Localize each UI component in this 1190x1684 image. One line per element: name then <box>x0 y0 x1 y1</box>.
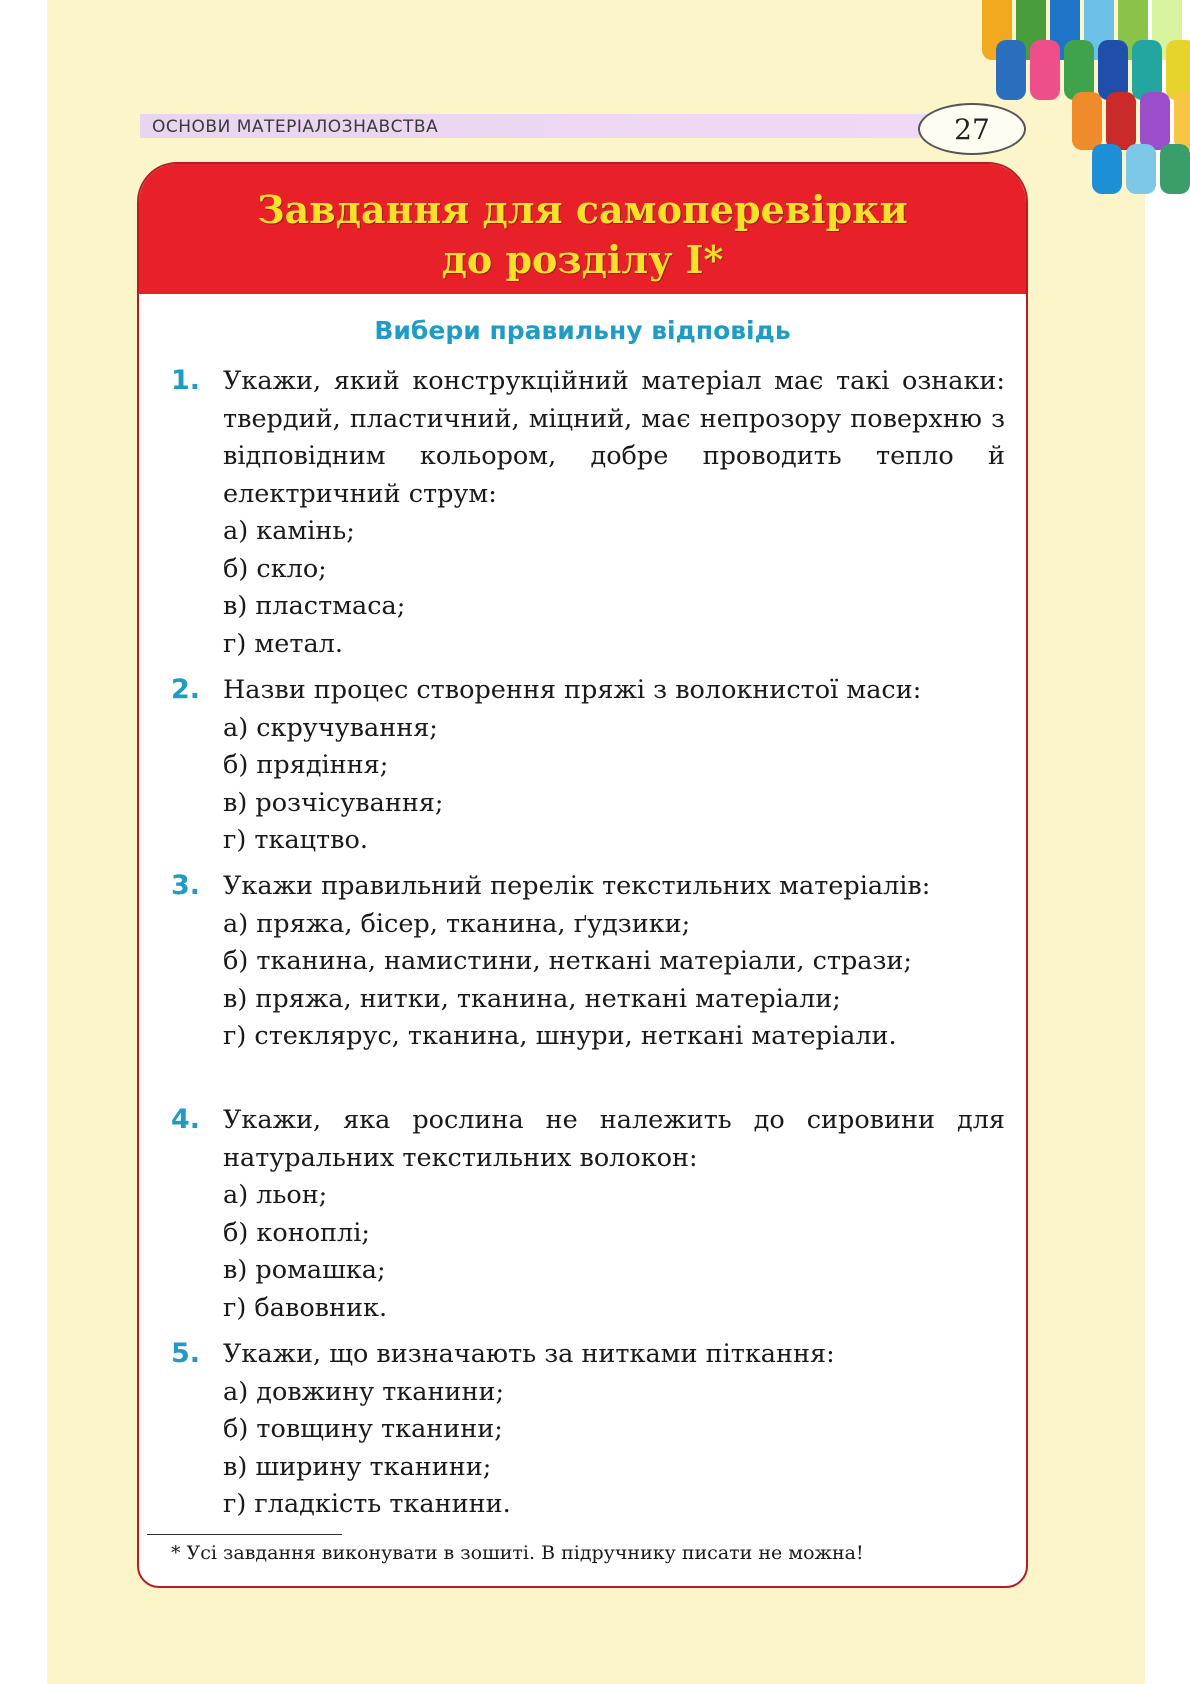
question-number: 2. <box>171 674 201 705</box>
answer-option: в) пластмаса; <box>223 591 406 621</box>
answer-option: г) гладкість тканини. <box>223 1489 511 1519</box>
self-check-card <box>137 162 1028 1588</box>
section-title: ОСНОВИ МАТЕРІАЛОЗНАВСТВА <box>152 117 439 137</box>
answer-option: г) бавовник. <box>223 1292 388 1323</box>
answer-option: б) тканина, намистини, неткані матеріали, стрази; <box>223 946 912 976</box>
answer-option: г) метал. <box>223 628 343 659</box>
card-title-line1: Завдання для самоперевірки <box>257 187 908 232</box>
answer-option: г) ткацтво. <box>223 825 368 855</box>
question-prompt: Укажи, яка рослина не належить до сировини для натуральних текстильних волокон: <box>223 1105 1005 1173</box>
question-text <box>223 868 1005 1056</box>
question-number: 5. <box>171 1338 201 1369</box>
question-text <box>223 1336 1005 1524</box>
footnote: * Усі завдання виконувати в зошиті. В підручнику писати не можна! <box>171 1542 864 1564</box>
answer-option: б) товщину тканини; <box>223 1414 503 1444</box>
question-prompt: Назви процес створення пряжі з волокнистої маси: <box>223 675 922 705</box>
answer-option: б) скло; <box>223 553 327 584</box>
footnote-divider <box>147 1534 342 1535</box>
answer-option: в) ширину тканини; <box>223 1451 492 1482</box>
question-number: 4. <box>171 1104 201 1135</box>
answer-option: а) довжину тканини; <box>223 1376 505 1407</box>
question-prompt: Укажи, що визначають за нитками піткання: <box>223 1339 835 1369</box>
question-number: 3. <box>171 870 201 901</box>
answer-option: в) розчісування; <box>223 787 444 818</box>
page-number-badge <box>918 103 1026 155</box>
question-prompt: Укажи, який конструкційний матеріал має такі ознаки: твердий, пластичний, міцний, має непрозору поверхню з відповідним кольором, добре проводить тепло й електричний струм: <box>223 366 1005 509</box>
question-prompt: Укажи правильний перелік текстильних матеріалів: <box>223 871 931 901</box>
answer-option: а) камінь; <box>223 516 355 546</box>
page-number: 27 <box>954 112 990 146</box>
card-subtitle: Вибери правильну відповідь <box>374 316 791 345</box>
answer-option: б) прядіння; <box>223 750 389 780</box>
card-banner <box>139 164 1026 294</box>
answer-option: а) льон; <box>223 1180 328 1210</box>
question-number: 1. <box>171 365 201 396</box>
question-text <box>223 1102 1005 1327</box>
answer-option: в) ромашка; <box>223 1255 386 1285</box>
answer-option: в) пряжа, нитки, тканина, неткані матеріали; <box>223 983 841 1014</box>
answer-option: а) скручування; <box>223 712 438 743</box>
answer-option: б) коноплі; <box>223 1217 370 1248</box>
answer-option: г) стеклярус, тканина, шнури, неткані матеріали. <box>223 1021 897 1051</box>
question-text <box>223 363 1005 663</box>
answer-option: а) пряжа, бісер, тканина, ґудзики; <box>223 908 691 939</box>
card-title-line2: до розділу І* <box>441 237 724 282</box>
question-text <box>223 672 1005 860</box>
